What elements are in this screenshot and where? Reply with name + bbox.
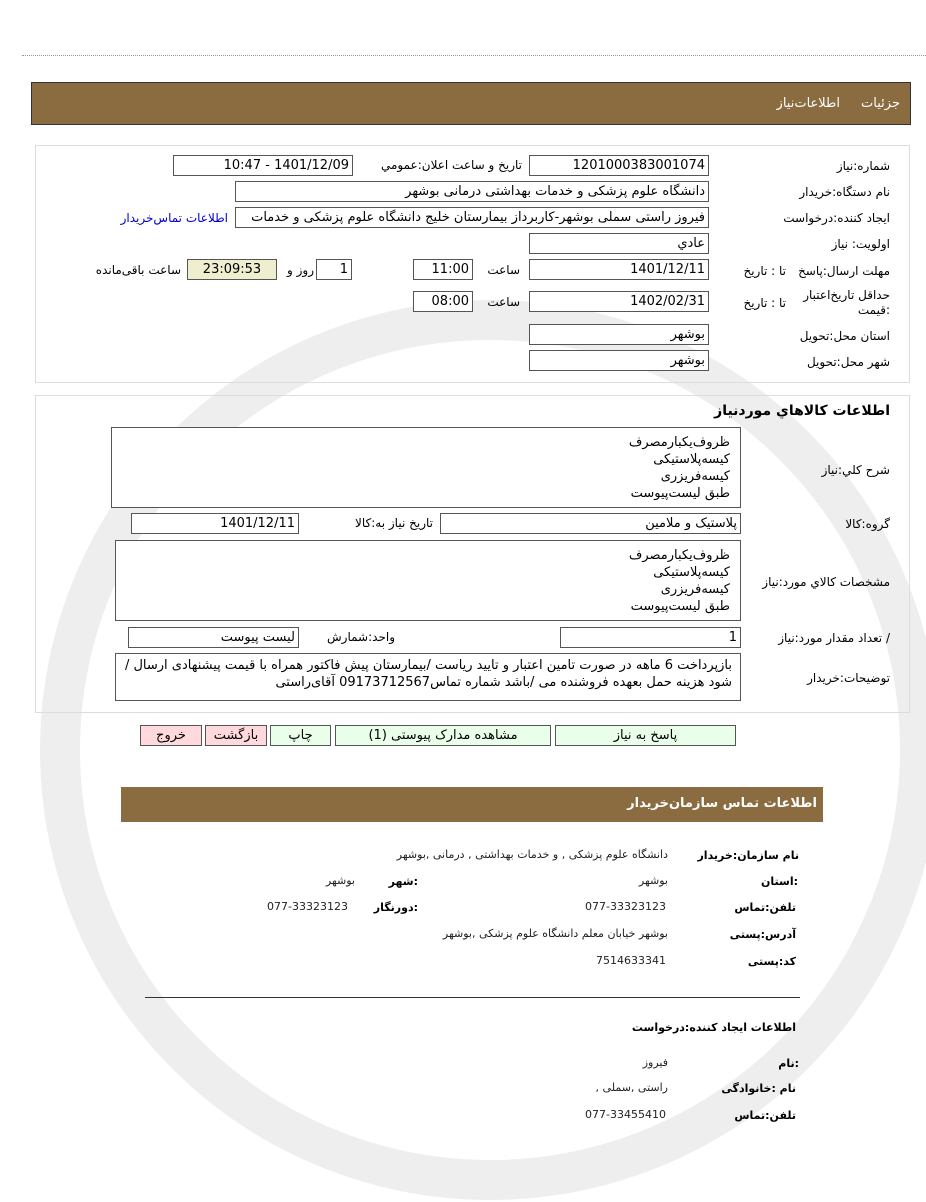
need-date-field: 1401/12/11	[131, 513, 299, 534]
deadline-to-date-label: تا : تاریخ	[743, 264, 786, 278]
reply-button[interactable]: پاسخ به نیاز	[555, 725, 736, 746]
announce-label: تاریخ و ساعت اعلان:عمومي	[380, 158, 522, 172]
top-divider	[22, 55, 926, 56]
family-label: نام :خانوادگی	[721, 1082, 796, 1095]
province-field: بوشهر	[529, 324, 709, 345]
org-value: دانشگاه علوم پزشکی , و خدمات بهداشتی , درمانی ,بوشهر	[396, 848, 668, 861]
need-number-field: 1201000383001074	[529, 155, 709, 176]
city-field: بوشهر	[529, 350, 709, 371]
tab-need-info[interactable]: اطلاعات‌نیاز	[776, 96, 840, 111]
city-value: بوشهر	[325, 874, 355, 887]
fax-value: 077-33323123	[267, 900, 348, 913]
deadline-date-field: 1401/12/11	[529, 259, 709, 280]
specs-line: کیسه‌فریزری	[660, 582, 730, 597]
buyer-org-field: دانشگاه علوم پزشکی و خدمات بهداشتی درمانی بوشهر	[235, 181, 709, 202]
deadline-time-label: ساعت	[487, 263, 520, 277]
days-label: روز و	[287, 263, 314, 277]
specs-line: ظروف‌یکبارمصرف	[628, 548, 730, 563]
print-button[interactable]: چاپ	[270, 725, 331, 746]
tab-details[interactable]: جزئیات	[861, 96, 900, 111]
group-label: گروه:کالا	[845, 517, 890, 531]
specs-line: کیسه‌پلاستیکی	[653, 565, 730, 580]
deadline-time-field: 11:00	[413, 259, 473, 280]
remaining-time-field: 23:09:53	[187, 259, 277, 280]
creator-label: ایجاد کننده:درخواست	[783, 211, 890, 225]
phone-value: 077-33323123	[585, 900, 666, 913]
province-label: :استان	[761, 875, 798, 888]
phone-label: تلفن:تماس	[734, 901, 796, 914]
address-value: بوشهر خیابان معلم دانشگاه علوم پزشکی ,بوشهر	[442, 927, 668, 940]
org-label: نام سازمان:خریدار	[697, 849, 799, 862]
validity-date-field: 1402/02/31	[529, 291, 709, 312]
summary-line: کیسه‌پلاستیکی	[653, 452, 730, 467]
city-label: :شهر	[388, 875, 418, 888]
fax-label: :دورنگار	[373, 901, 418, 914]
remaining-label: ساعت باقی‌مانده	[95, 263, 181, 277]
postal-label: کد:پستی	[747, 955, 796, 968]
address-label: آدرس:پستی	[729, 928, 796, 941]
summary-line: کیسه‌فریزری	[660, 469, 730, 484]
province-label: استان محل:تحویل	[799, 329, 890, 343]
contact-header	[121, 787, 823, 822]
family-value: راستی ,سملی ,	[595, 1081, 668, 1094]
qty-label: / تعداد مقدار مورد:نیاز	[778, 631, 890, 645]
summary-line: ظروف‌یکبارمصرف	[628, 435, 730, 450]
name-label: :نام	[778, 1057, 799, 1070]
group-field: پلاستیک و ملامین	[440, 513, 741, 534]
days-field: 1	[316, 259, 352, 280]
deadline-label: مهلت ارسال:پاسخ	[798, 264, 890, 278]
province-value: بوشهر	[638, 874, 668, 887]
notes-label: توضیحات:خریدار	[807, 671, 890, 685]
creator-phone-value: 077-33455410	[585, 1108, 666, 1121]
exit-button[interactable]: خروج	[140, 725, 202, 746]
buyer-contact-link[interactable]: اطلاعات تماس‌خریدار	[120, 211, 228, 225]
view-attachments-button[interactable]: مشاهده مدارک پیوستی (1)	[335, 725, 551, 746]
back-button[interactable]: بازگشت	[205, 725, 267, 746]
validity-time-label: ساعت	[487, 295, 520, 309]
creator-info-title: اطلاعات ایجاد کننده:درخواست	[631, 1021, 796, 1034]
announce-field: 1401/12/09 - 10:47	[173, 155, 353, 176]
header-bar	[31, 82, 911, 125]
summary-line: طبق لیست‌پیوست	[630, 486, 730, 501]
goods-title: اطلاعات کالاهاي موردنياز	[714, 403, 890, 419]
validity-to-date-label: تا : تاریخ	[743, 296, 786, 310]
priority-field: عادي	[529, 233, 709, 254]
creator-phone-label: تلفن:تماس	[734, 1109, 796, 1122]
name-value: فیروز	[642, 1056, 668, 1069]
specs-label: مشخصات کالاي مورد:نیاز	[762, 575, 890, 589]
unit-label: واحد:شمارش	[327, 630, 395, 644]
need-number-label: شماره:نیاز	[836, 159, 890, 173]
specs-line: طبق لیست‌پیوست	[630, 599, 730, 614]
qty-field: 1	[560, 627, 741, 648]
contact-divider	[145, 997, 800, 998]
specs-textarea	[115, 540, 741, 621]
validity-time-field: 08:00	[413, 291, 473, 312]
summary-label: شرح کلي:نیاز	[821, 463, 890, 477]
unit-field: لیست پیوست	[128, 627, 299, 648]
notes-textarea: بازپرداخت 6 ماهه در صورت تامین اعتبار و تایید ریاست /بیمارستان پیش فاکتور همراه با قیمت پیشنهادی ارسال /شود هزینه حمل بعهده فروشنده می /باشد شماره تماس09173712567 آقای‌راستی	[115, 653, 741, 701]
priority-label: اولویت: نیاز	[831, 237, 890, 251]
need-date-label: تاریخ نیاز به:کالا	[355, 516, 433, 530]
summary-textarea	[111, 427, 741, 508]
city-label: شهر محل:تحویل	[806, 355, 890, 369]
creator-field: فیروز راستی سملی بوشهر-کاربرداز بیمارستان خلیج دانشگاه علوم پزشکی و خدمات	[235, 207, 709, 228]
validity-label: حداقل تاریخ‌اعتبار :قیمت	[803, 288, 890, 317]
postal-value: 7514633341	[596, 954, 666, 967]
contact-title: اطلاعات تماس سازمان‌خریدار	[627, 796, 817, 811]
buyer-org-label: نام دستگاه:خریدار	[799, 185, 890, 199]
